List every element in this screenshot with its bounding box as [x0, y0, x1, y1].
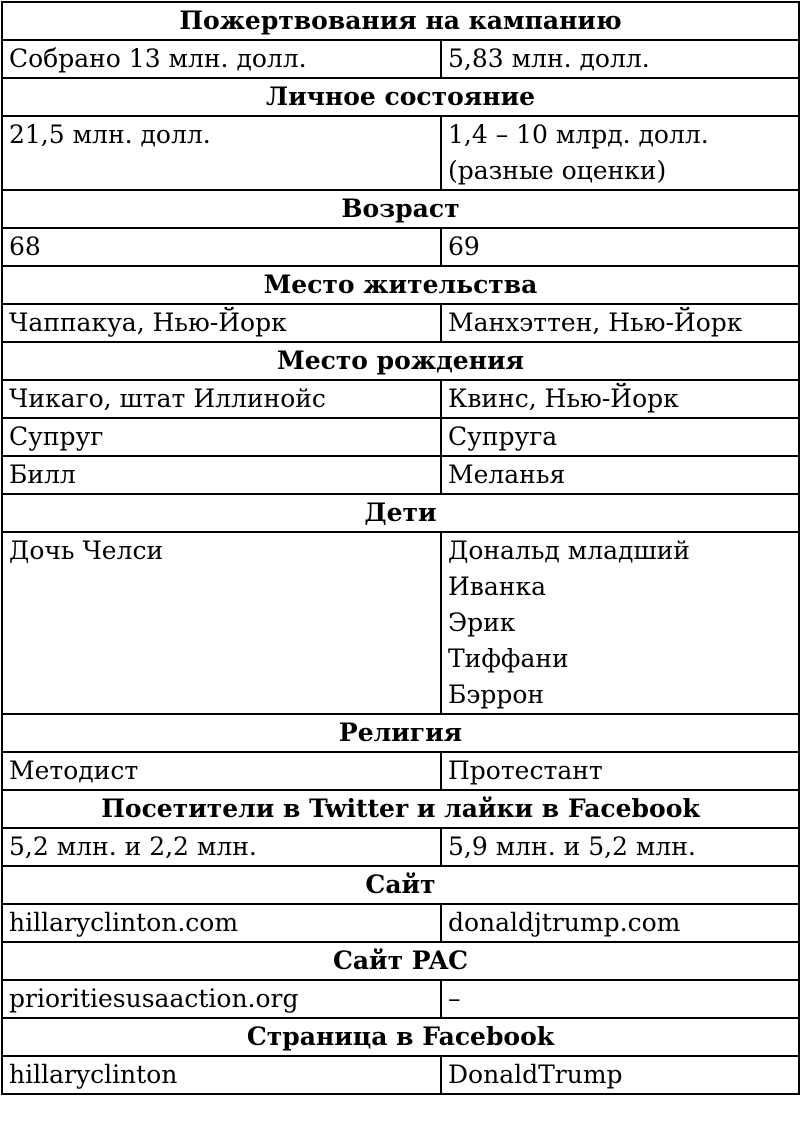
cell-line: hillaryclinton	[9, 1060, 178, 1089]
clinton-cell	[2, 418, 441, 456]
trump-cell	[441, 116, 799, 190]
cell-line: 5,83 млн. долл.	[448, 44, 650, 73]
section-header-row	[2, 190, 799, 228]
cell-line: Методист	[9, 756, 139, 785]
trump-cell	[441, 456, 799, 494]
comparison-table-body	[2, 2, 799, 1094]
cell-line: Тиффани	[448, 644, 569, 673]
cell-line: Бэррон	[448, 680, 545, 709]
cell-line: Квинс, Нью-Йорк	[448, 384, 679, 413]
cell-line: Протестант	[448, 756, 603, 785]
table-row	[2, 752, 799, 790]
section-header-row	[2, 714, 799, 752]
trump-cell	[441, 304, 799, 342]
clinton-cell	[2, 752, 441, 790]
trump-cell	[441, 380, 799, 418]
table-row	[2, 304, 799, 342]
section-header-row	[2, 942, 799, 980]
comparison-table	[1, 1, 800, 1095]
cell-line: –	[448, 984, 461, 1013]
clinton-cell	[2, 40, 441, 78]
clinton-cell	[2, 228, 441, 266]
clinton-cell	[2, 904, 441, 942]
table-row	[2, 532, 799, 714]
clinton-cell	[2, 304, 441, 342]
section-title: Сайт PAC	[2, 942, 799, 980]
trump-cell	[441, 40, 799, 78]
cell-line: (разные оценки)	[448, 156, 667, 185]
table-row	[2, 40, 799, 78]
cell-line: Собрано 13 млн. долл.	[9, 44, 307, 73]
section-header-row	[2, 2, 799, 40]
clinton-cell	[2, 828, 441, 866]
cell-line: 5,9 млн. и 5,2 млн.	[448, 832, 696, 861]
cell-line: prioritiesusaaction.org	[9, 984, 299, 1013]
cell-line: 69	[448, 232, 480, 261]
trump-cell	[441, 1056, 799, 1094]
clinton-cell	[2, 532, 441, 714]
table-row	[2, 228, 799, 266]
trump-cell	[441, 418, 799, 456]
clinton-cell	[2, 116, 441, 190]
cell-line: Иванка	[448, 572, 546, 601]
table-row	[2, 1056, 799, 1094]
cell-line: Билл	[9, 460, 76, 489]
clinton-cell	[2, 456, 441, 494]
section-title: Дети	[2, 494, 799, 532]
cell-line: 5,2 млн. и 2,2 млн.	[9, 832, 257, 861]
cell-line: 21,5 млн. долл.	[9, 120, 211, 149]
trump-cell	[441, 904, 799, 942]
cell-line: Супруга	[448, 422, 558, 451]
section-title: Место жительства	[2, 266, 799, 304]
cell-line: 1,4 – 10 млрд. долл.	[448, 120, 709, 149]
section-header-row	[2, 78, 799, 116]
table-row	[2, 418, 799, 456]
table-row	[2, 380, 799, 418]
cell-line: donaldjtrump.com	[448, 908, 681, 937]
cell-line: Дональд младший	[448, 536, 690, 565]
table-row	[2, 904, 799, 942]
clinton-cell	[2, 980, 441, 1018]
table-row	[2, 828, 799, 866]
clinton-cell	[2, 380, 441, 418]
section-title: Сайт	[2, 866, 799, 904]
section-title: Пожертвования на кампанию	[2, 2, 799, 40]
cell-line: hillaryclinton.com	[9, 908, 239, 937]
section-header-row	[2, 266, 799, 304]
section-header-row	[2, 342, 799, 380]
cell-line: Эрик	[448, 608, 516, 637]
section-header-row	[2, 1018, 799, 1056]
table-row	[2, 980, 799, 1018]
cell-line: Дочь Челси	[9, 536, 164, 565]
cell-line: Чаппакуа, Нью-Йорк	[9, 308, 287, 337]
section-title: Страница в Facebook	[2, 1018, 799, 1056]
section-title: Личное состояние	[2, 78, 799, 116]
section-header-row	[2, 790, 799, 828]
cell-line: Чикаго, штат Иллинойс	[9, 384, 326, 413]
section-title: Религия	[2, 714, 799, 752]
table-row	[2, 456, 799, 494]
trump-cell	[441, 752, 799, 790]
section-title: Место рождения	[2, 342, 799, 380]
table-row	[2, 116, 799, 190]
trump-cell	[441, 980, 799, 1018]
clinton-cell	[2, 1056, 441, 1094]
cell-line: DonaldTrump	[448, 1060, 623, 1089]
cell-line: Супруг	[9, 422, 104, 451]
trump-cell	[441, 828, 799, 866]
section-header-row	[2, 866, 799, 904]
cell-line: 68	[9, 232, 41, 261]
trump-cell	[441, 228, 799, 266]
section-title: Посетители в Twitter и лайки в Facebook	[2, 790, 799, 828]
trump-cell	[441, 532, 799, 714]
cell-line: Манхэттен, Нью-Йорк	[448, 308, 743, 337]
section-header-row	[2, 494, 799, 532]
cell-line: Меланья	[448, 460, 566, 489]
section-title: Возраст	[2, 190, 799, 228]
